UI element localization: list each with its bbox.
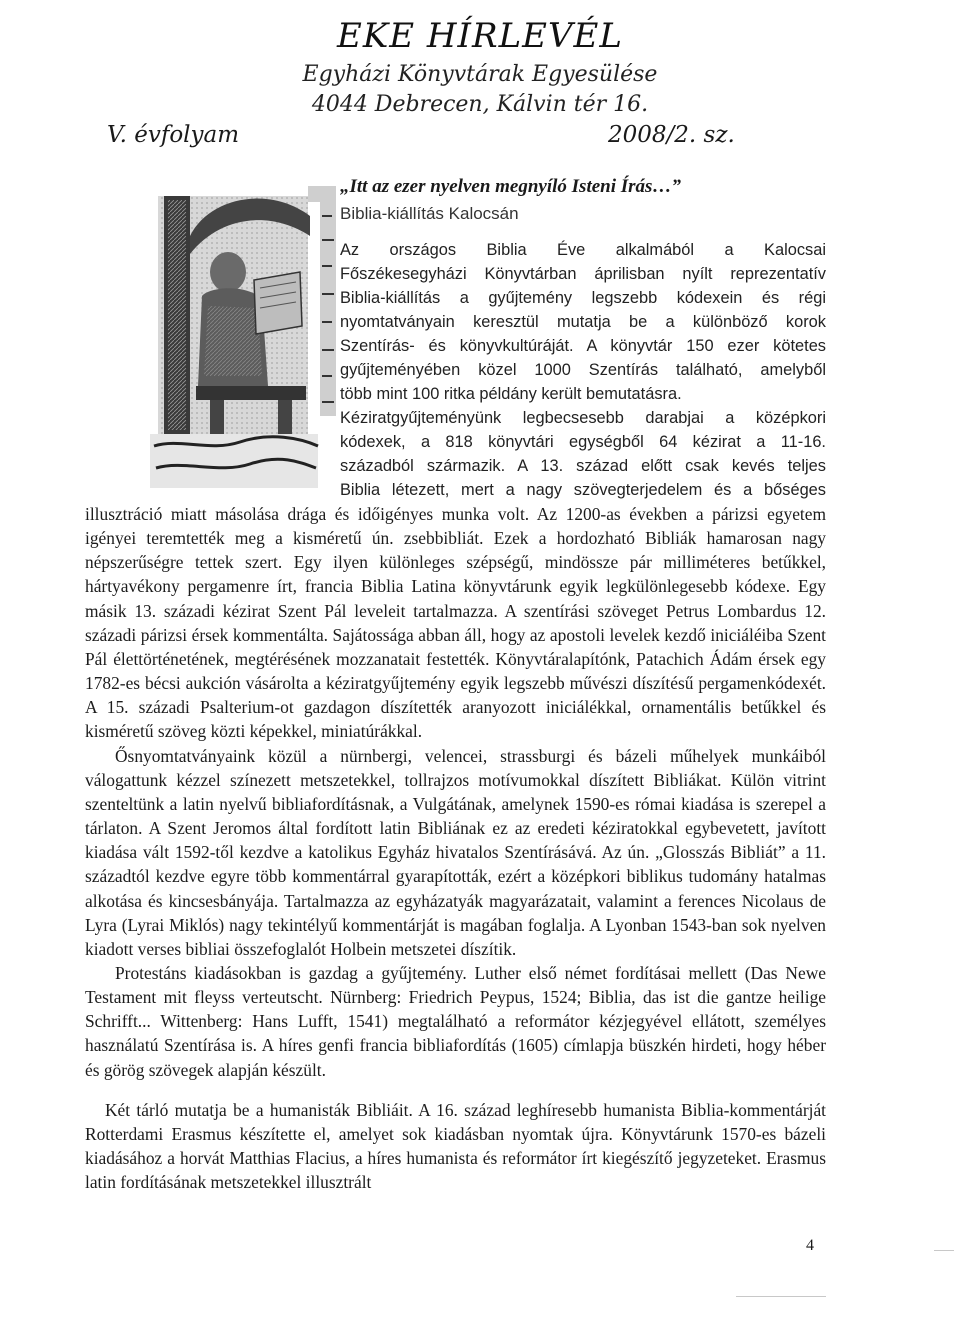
body-paragraph: Két tárló mutatja be a humanisták Bibliáit. A 16. század leghíresebb humanista Biblia-kommentárját Rotterdami Erasmus készítette el, amelyet sok kiadásban nyomtak újra. Könyvtárunk 1570-es bázeli kiadásához a horvát Matthias Flacius, a híres humanista és reformátor írt kiegészítő jegyzeteket. Erasmus latin fordításának metszetekkel illusztrált [85, 1099, 826, 1193]
page-number: 4 [806, 1237, 814, 1254]
article-body [85, 502, 826, 1194]
wrapped-line: Biblia-kiállítás a gyűjtemény legszebb kódexein és régi [340, 289, 826, 307]
wrapped-line: századból származik. A 13. század előtt csak kevés teljes [340, 457, 826, 475]
wrapped-line: Biblia létezett, mert a nagy szövegterjedelem és a bőséges [340, 481, 826, 499]
wrapped-line: Főszékesegyházi Könyvtárban áprilisban nyílt reprezentatív [340, 265, 826, 283]
wrapped-line: Szentírás- és könyvkultúráját. A könyvtár 150 ezer kötetes [340, 337, 826, 355]
wrapped-line: Az országos Biblia Éve alkalmából a Kalocsai [340, 241, 826, 259]
wrapped-line: gyűjteményében közel 1000 Szentírás található, amelyből [340, 361, 826, 379]
wrapped-line: kódexek, a 818 könyvtári egységből 64 kézirat a 11-16. [340, 433, 826, 451]
masthead-address: 4044 Debrecen, Kálvin tér 16. [311, 92, 649, 117]
masthead-organization: Egyházi Könyvtárak Egyesülése [302, 62, 658, 87]
scan-artifact-line [934, 1250, 954, 1251]
scan-artifact-line [736, 1296, 826, 1297]
issue-label: 2008/2. sz. [608, 122, 735, 148]
wrapped-line: Kéziratgyűjteményünk legbecsesebb darabjai a középkori [340, 409, 826, 427]
body-paragraph: Ősnyomtatványaink közül a nürnbergi, velencei, strassburgi és bázeli műhelyek munkáiból válogattunk kézzel színezett metszetekkel, tollrajzos motívumokkal díszített Bibliákat. Külön vitrint szenteltünk a latin nyelvű bibliafordításnak, a Vulgátának, amelynek 1590-es római kiadása is szerepel a tárlaton. A Szent Jeromos által fordított latin Bibliának ez az eredeti kéziratokkal egybevetett, javított kiadása vált 1592-től kezdve a katolikus Egyház hivatalos Szentírásává. Az ún. „Glosszás Bibliát” a 11. századtól kezdve egyre több kommentárral gyarapították, ezért a középkori biblikus tudomány hatalmas alkotása és kincsesbányája. Tartalmazza az egyházatyák magyarázatait, valamint a ferences Nicolaus de Lyra (Lyrai Miklós) nagy tekintélyű kommentárját is magában foglalja. A Lyonban 1543-ban sok nyelven kiadott verses bibliai összefoglalót Holbein metszetei díszítik. [85, 745, 826, 959]
volume-label: V. évfolyam [107, 122, 240, 148]
article-headline: „Itt az ezer nyelven megnyíló Isteni Írás…” [340, 176, 681, 197]
body-paragraph: Protestáns kiadásokban is gazdag a gyűjtemény. Luther első német fordításai mellett (Das Newe Testament mit fleyss verteutscht. Nürnberg: Friedrich Peypus, 1524; Biblia, das ist die gantze heilige Schrifft... Wittenberg: Hans Lufft, 1541) megtalálható a reformátor kézjegyével ellátott, személyes használatú Szentírása is. A híres genfi francia bibliafordítás (1605) címlapja büszkén hirdeti, hogy héber és görög szövegek alapján készült. [85, 962, 826, 1080]
masthead-title: EKE HÍRLEVÉL [337, 16, 623, 56]
wrapped-line: nyomtatványain keresztül mutatja be a különböző korok [340, 313, 826, 331]
article-subheadline: Biblia-kiállítás Kalocsán [340, 204, 519, 223]
wrapped-line: több mint 100 ritka példány került bemutatásra. [340, 385, 682, 403]
body-paragraph: illusztráció miatt másolása drága és időigényes munka volt. Az 1200-as években a párizsi egyetem igényei teremtették meg a kisméretű ún. zsebbibliát. Ezek a hordozható Bibliák hamarosan nagy népszerűségre tettek szert. Egy ilyen különleges szépségű, mindössze pár milliméteres betűkkel, hártyavékony pergamenre írt, francia Biblia Latina könyvtárunk egyik legkülönlegesebb kódexe. Egy másik 13. századi kézirat Szent Pál leveleit tartalmazza. A szentírási szöveget Petrus Lombardus 12. századi párizsi érsek kommentálta. Sajátossága abban áll, hogy az apostoli levelek kezdő iniciáléiba Szent Pál élettörténetének, megtérésének mozzanatait festették. Könyvtáralapítónk, Patachich Ádám érsek egy 1782-es bécsi aukción vásárolta a kéziratgyűjtemény egyik legszebb művészi díszítésű pergamenkódexét. A 15. századi Psalterium-ot gazdagon díszítették aranyozott iniciálékkal, ornamentális betűkkel és kisméretű szöveg közti képekkel, miniatúrákkal. [85, 504, 826, 742]
illuminated-initial-image [150, 176, 340, 488]
